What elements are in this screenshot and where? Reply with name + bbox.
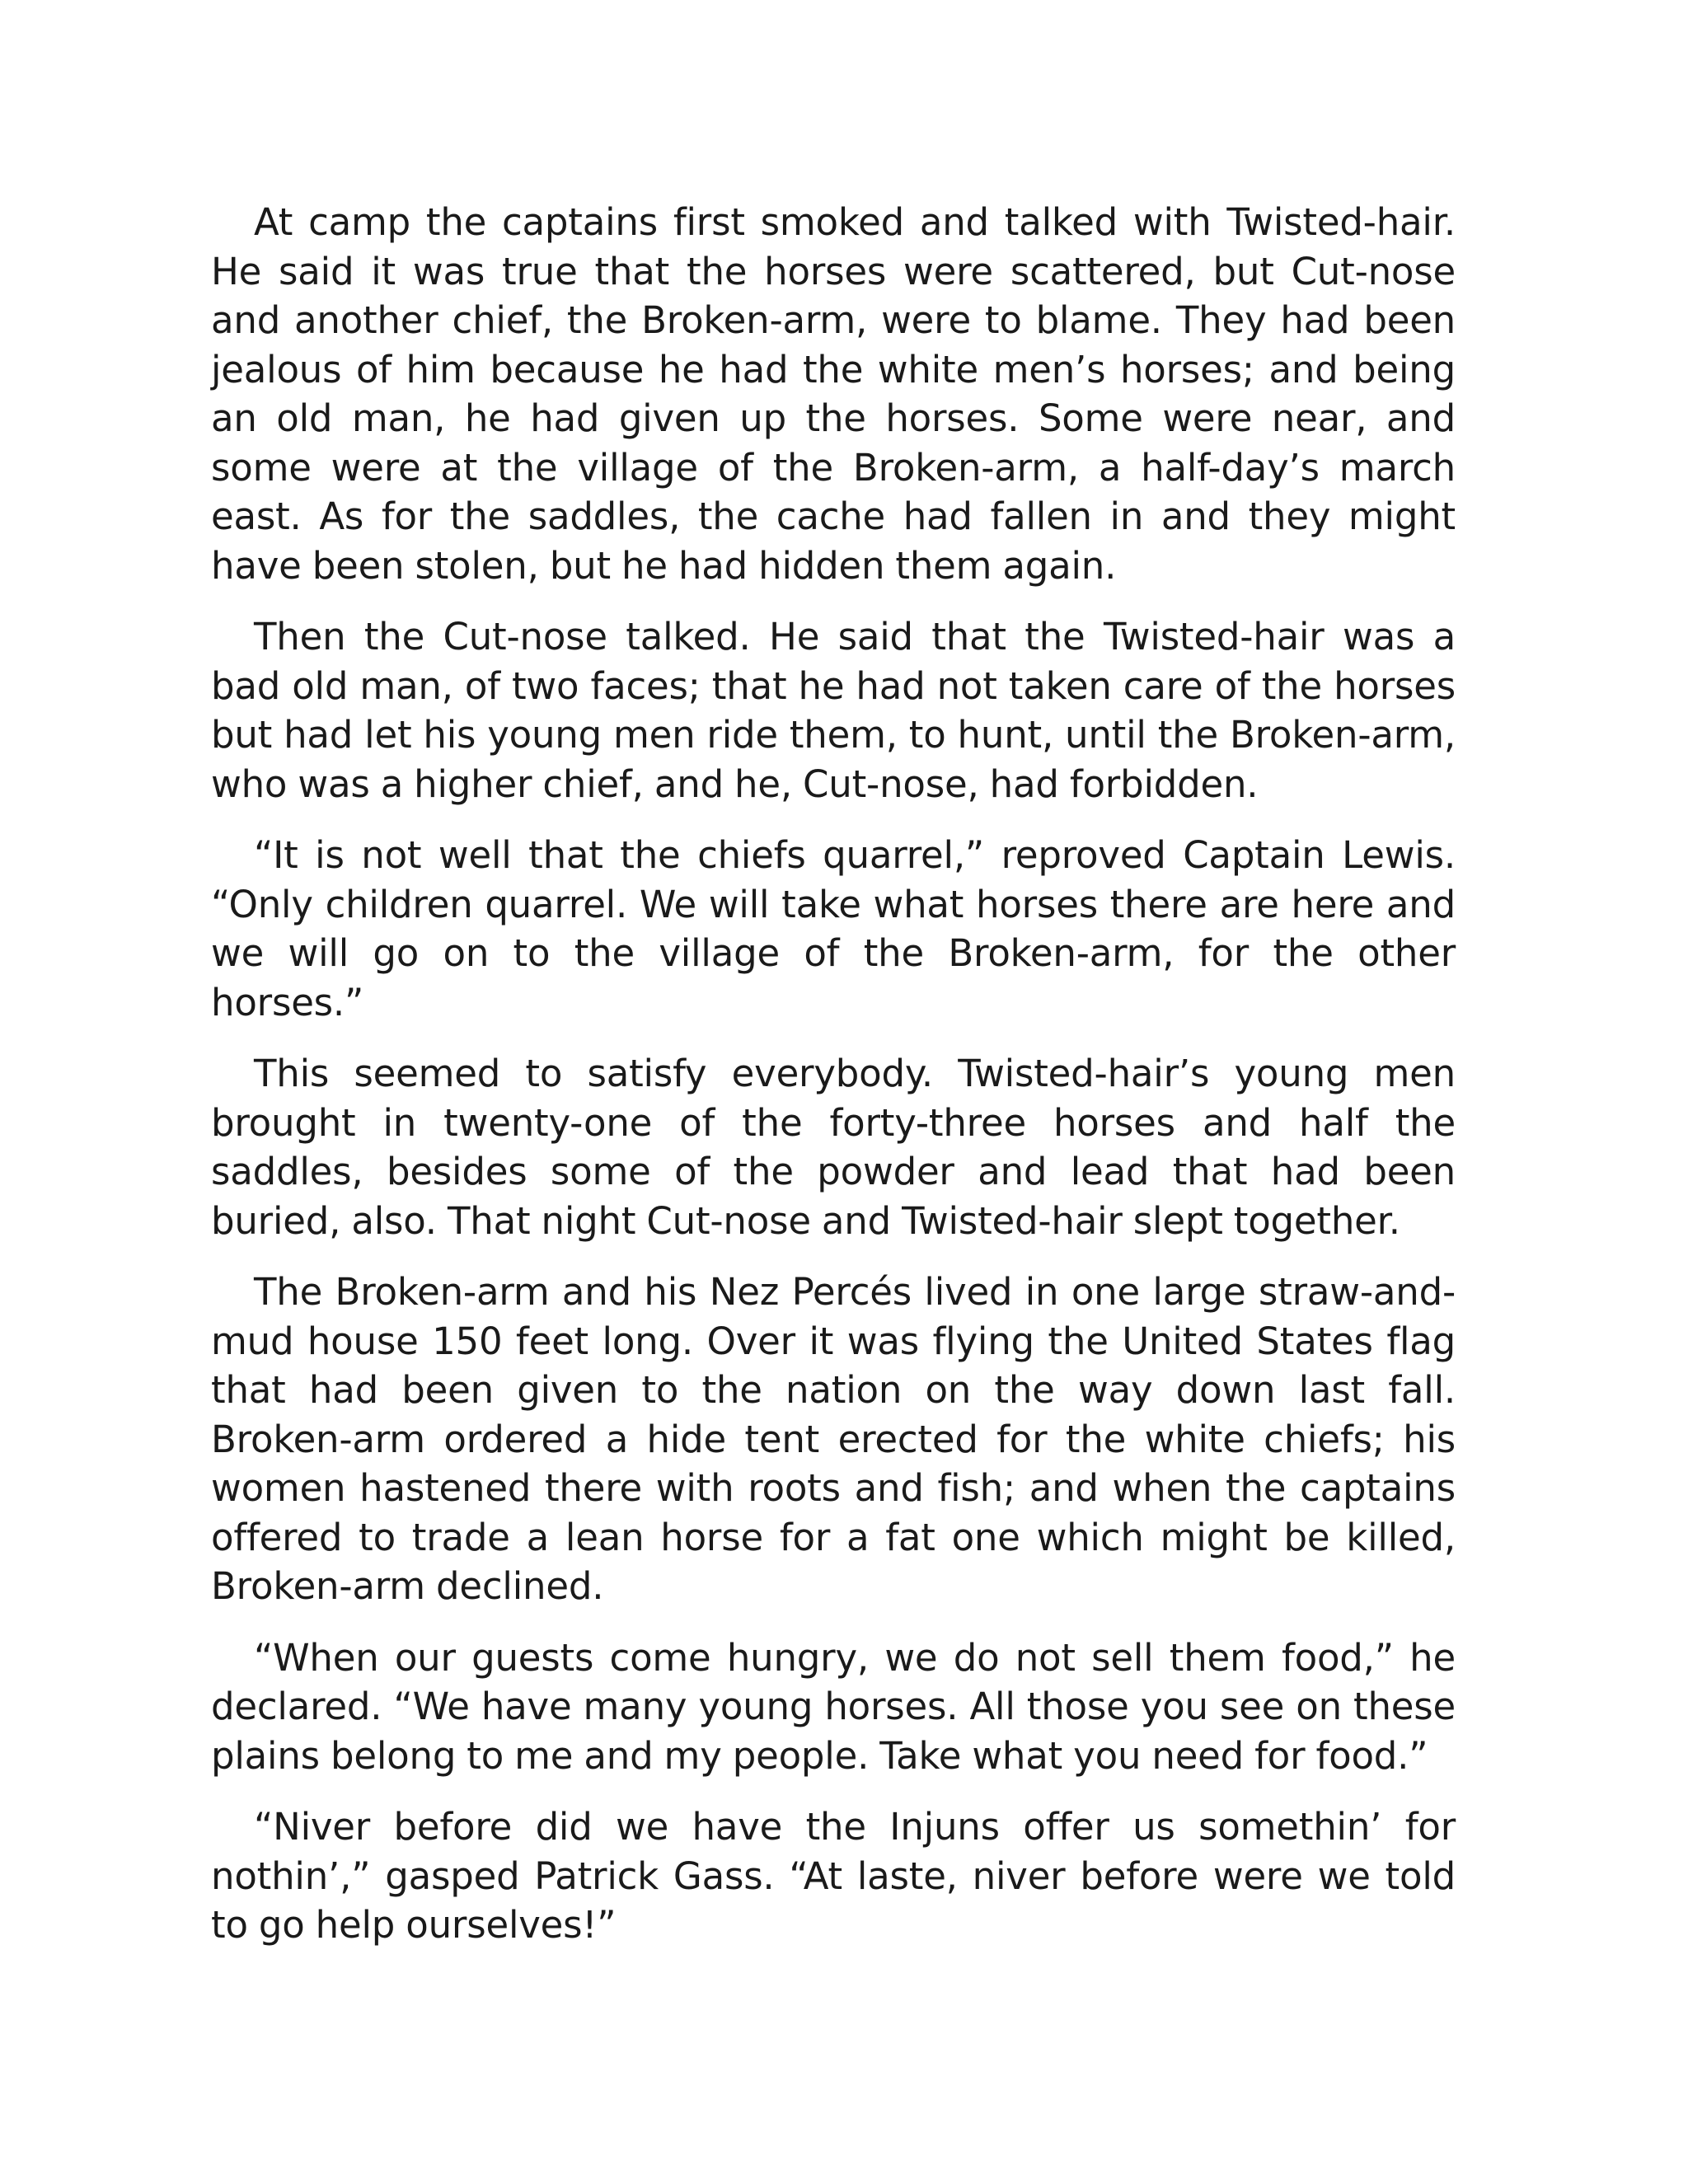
paragraph-6: “When our guests come hungry, we do not sell them food,” he declared. “We have many young horses. All those you see on these plains belong to me and my people. Take what you need for food.”	[211, 1635, 1456, 1778]
paragraph-3: “It is not well that the chiefs quarrel,” reproved Captain Lewis. “Only children quarrel. We will take what horses there are here and we will go on to the village of the Broken-arm, for the other horses.”	[211, 833, 1456, 1024]
paragraph-7: “Niver before did we have the Injuns offer us somethin’ for nothin’,” gasped Patrick Gass. “At laste, niver before were we told to go help ourselves!”	[211, 1805, 1456, 1947]
page-body	[211, 198, 1456, 1972]
paragraph-4: This seemed to satisfy everybody. Twisted-hair’s young men brought in twenty-one of the forty-three horses and half the saddles, besides some of the powder and lead that had been buried, also. That night Cut-nose and Twisted-hair slept together.	[211, 1052, 1456, 1243]
paragraph-2: Then the Cut-nose talked. He said that the Twisted-hair was a bad old man, of two faces; that he had not taken care of the horses but had let his young men ride them, to hunt, until the Broken-arm, who was a higher chief, and he, Cut-nose, had forbidden.	[211, 615, 1456, 806]
paragraph-1: At camp the captains first smoked and talked with Twisted-hair. He said it was true that the horses were scattered, but Cut-nose and another chief, the Broken-arm, were to blame. They had been jealous of him because he had the white men’s horses; and being an old man, he had given up the horses. Some were near, and some were at the village of the Broken-arm, a half-day’s march east. As for the saddles, the cache had fallen in and they might have been stolen, but he had hidden them again.	[211, 200, 1456, 588]
paragraph-5: The Broken-arm and his Nez Percés lived in one large straw-and-mud house 150 feet long. Over it was flying the United States flag that had been given to the nation on the way down last fall. Broken-arm ordered a hide tent erected for the white chiefs; his women hastened there with roots and fish; and when the captains offered to trade a lean horse for a fat one which might be killed, Broken-arm declined.	[211, 1270, 1456, 1608]
